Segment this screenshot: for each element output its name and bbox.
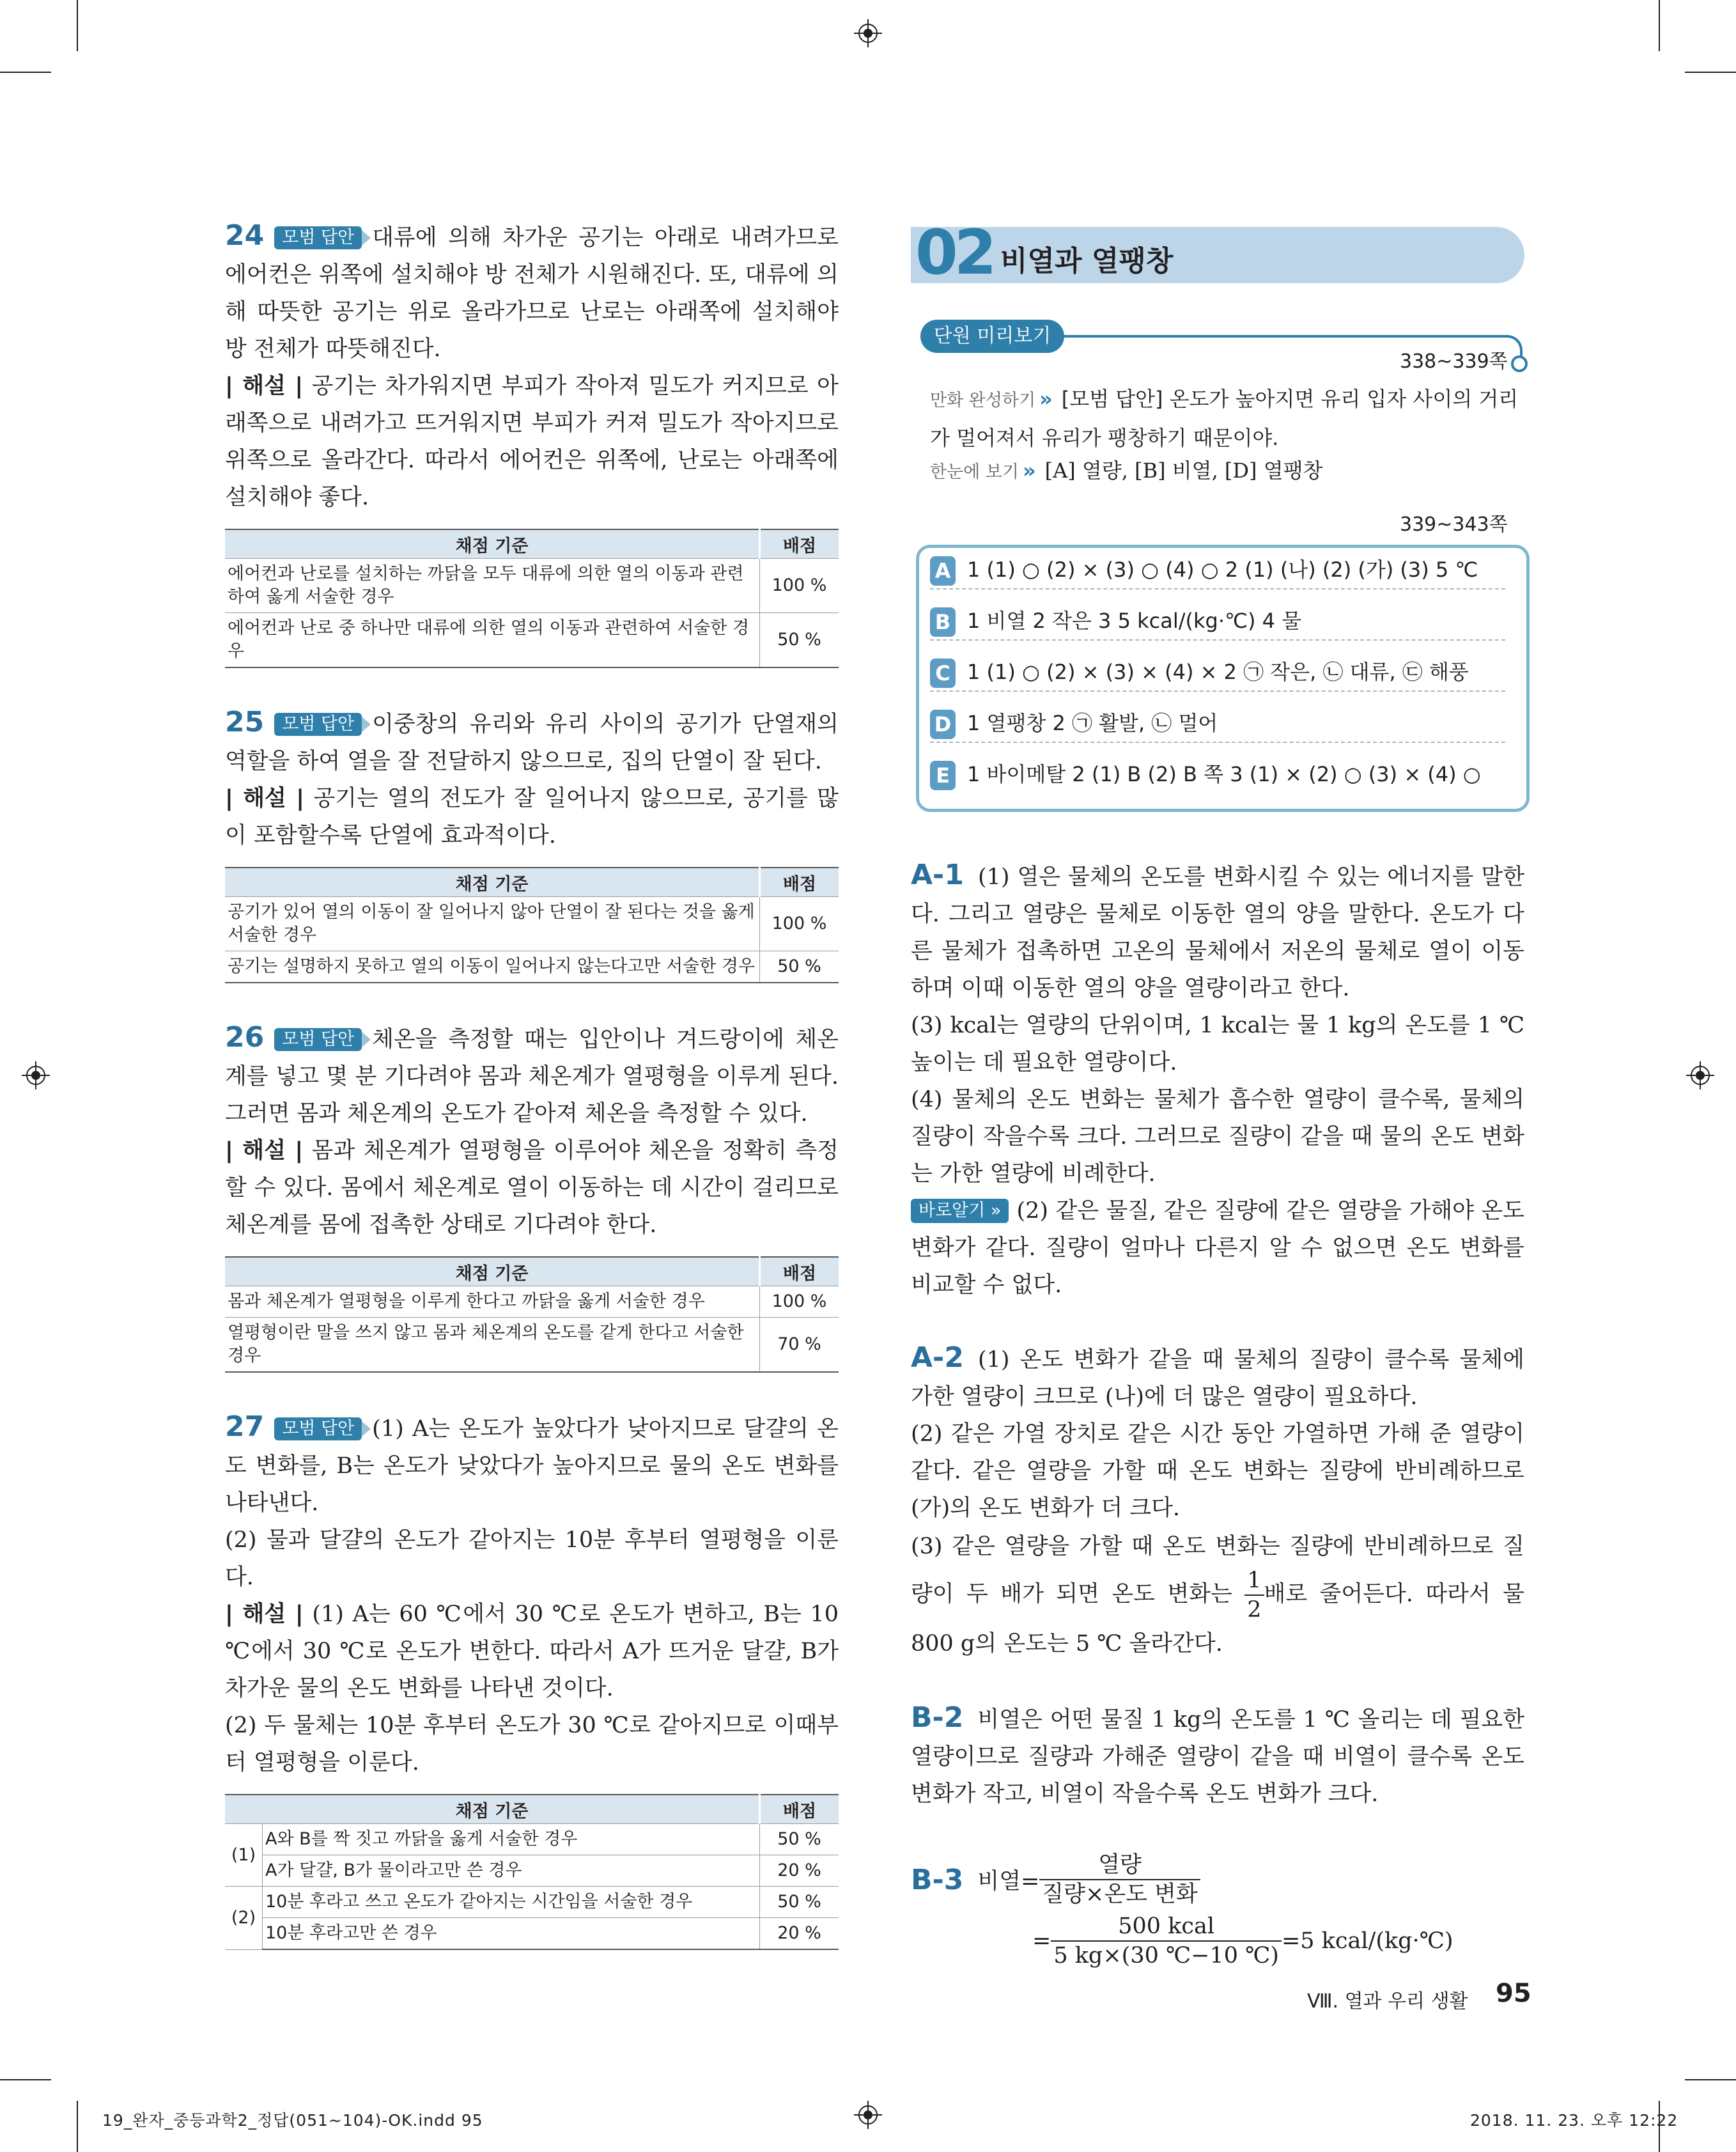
crop-mark	[77, 0, 78, 51]
page-reference: 339~343쪽	[1400, 513, 1508, 536]
table-row	[225, 613, 839, 668]
q27-answer-para	[225, 1408, 839, 1522]
hannun-row	[930, 455, 1322, 488]
crop-mark	[0, 72, 51, 73]
label-a: A	[930, 556, 956, 586]
right-explanations	[911, 857, 1524, 1970]
preview-line	[1023, 335, 1508, 338]
answer-number: A-2	[911, 1341, 964, 1374]
model-answer-badge: 모범 답안	[274, 226, 362, 249]
answer-row-text: 1 (1) ○ (2) × (3) ○ (4) ○ 2 (1) (나) (2) (가) (3) 5 ℃	[967, 557, 1478, 582]
answer-row-b	[930, 602, 1505, 641]
table-cell: A와 B를 짝 짓고 까닭을 옳게 서술한 경우	[263, 1824, 760, 1855]
a1-para-1	[911, 857, 1524, 1007]
a1-para-3: (4) 물체의 온도 변화는 물체가 흡수한 열량이 클수록, 물체의 질량이 작을수록 크다. 그러므로 질량이 같을 때 물의 온도 변화는 가한 열량에 비례한다.	[911, 1087, 1524, 1187]
left-column	[225, 217, 839, 1965]
model-answer-badge: 모범 답안	[274, 1417, 362, 1440]
question-number: 26	[225, 1021, 265, 1054]
a2-para-2: (2) 같은 가열 장치로 같은 시간 동안 가열하면 가해 준 열량이 같다. 같은 열량을 가할 때 온도 변화는 질량에 반비례하므로 (가)의 온도 변화가 더 크다.	[911, 1421, 1524, 1521]
q24-answer-para	[225, 217, 839, 368]
answer-number: B-3	[911, 1863, 964, 1896]
crop-mark	[1685, 2079, 1736, 2080]
scoring-table	[225, 867, 839, 983]
print-date: 2018. 11. 23. 오후 12:22	[1470, 2111, 1678, 2130]
question-number: 24	[225, 219, 265, 252]
table-cell: 10분 후라고 쓰고 온도가 같아지는 시간임을 서술한 경우	[263, 1887, 760, 1918]
double-chevron-icon: »	[1023, 458, 1036, 483]
table-cell: 에어컨과 난로를 설치하는 까닭을 모두 대류에 의한 열의 이동과 관련하여 옳게 서술한 경우	[225, 559, 760, 613]
table-cell: 100 %	[760, 559, 839, 613]
answer-row-text: 1 비열 2 작은 3 5 kcal/(kg·℃) 4 물	[967, 609, 1302, 633]
q27-explanation-para-2: (2) 두 물체는 10분 후부터 온도가 30 ℃로 같아지므로 이때부터 열평형을 이룬다.	[225, 1713, 839, 1775]
page-number: 95	[1496, 1979, 1531, 2008]
table-cell: 50 %	[760, 1887, 839, 1918]
table-header: 채점 기준	[225, 1257, 760, 1286]
table-header: 채점 기준	[225, 868, 760, 897]
q25-answer-para	[225, 704, 839, 780]
table-cell: 열평형이란 말을 쓰지 않고 몸과 체온계의 온도를 같게 한다고 서술한 경우	[225, 1318, 760, 1373]
double-chevron-icon: »	[1039, 387, 1053, 411]
scoring-table	[225, 1794, 839, 1950]
section-number: 02	[915, 217, 993, 288]
explanation-text: 공기는 열의 전도가 잘 일어나지 않으므로, 공기를 많이 포함할수록 단열에 효과적이다.	[225, 786, 839, 848]
q27-answer-para-2: (2) 물과 달걀의 온도가 같아지는 10분 후부터 열평형을 이룬다.	[225, 1527, 839, 1590]
explanation-text: 몸과 체온계가 열평형을 이루어야 체온을 정확히 측정할 수 있다. 몸에서 체온계로 열이 이동하는 데 시간이 걸리므로 체온계를 몸에 접촉한 상태로 기다려야 한다.	[225, 1138, 839, 1238]
answer-row-text: 1 (1) ○ (2) × (3) × (4) × 2 ㉠ 작은, ㉡ 대류, ㉢ 해풍	[967, 660, 1469, 684]
q27-explanation-para	[225, 1596, 839, 1707]
b3-formula	[911, 1851, 1524, 1970]
print-slug: 19_완자_중등과학2_정답(051~104)-OK.indd 95	[102, 2111, 483, 2130]
table-header: 채점 기준	[225, 1795, 760, 1824]
manhwa-label: 만화 완성하기	[930, 391, 1036, 410]
fraction-denominator: 2	[1247, 1597, 1262, 1623]
fraction-numerator: 열량	[1039, 1851, 1200, 1880]
crop-mark	[77, 2101, 78, 2152]
table-cell: 70 %	[760, 1318, 839, 1373]
a2-para-3	[911, 1527, 1524, 1664]
model-answer-badge: 모범 답안	[274, 1028, 362, 1051]
a2-text: (3) 같은 열량을 가할 때 온도 변화는 질량에 반비례하므로 질량이 두 배가 되면 온도 변화는	[911, 1534, 1524, 1607]
answer-row-e	[930, 756, 1505, 793]
table-row	[225, 1887, 839, 1918]
a2-text: 배로 줄어든다. 따라서 물 800 g의 온도는 5 ℃ 올라간다.	[911, 1581, 1524, 1657]
answer-number: B-2	[911, 1701, 964, 1734]
scoring-table	[225, 1256, 839, 1373]
question-27	[225, 1408, 839, 1950]
answer-text: (1) A는 온도가 높았다가 낮아지므로 달걀의 온도 변화를, B는 온도가 낮았다가 높아지므로 물의 온도 변화를 나타낸다.	[225, 1416, 839, 1516]
fraction-denominator: 질량×온도 변화	[1042, 1882, 1198, 1907]
a2-text: (1) 온도 변화가 같을 때 물체의 질량이 클수록 물체에 가한 열량이 크므로 (나)에 더 많은 열량이 필요하다.	[911, 1347, 1524, 1410]
question-number: 25	[225, 706, 265, 738]
footer-section: Ⅷ. 열과 우리 생활	[1307, 1990, 1468, 2013]
table-cell: 20 %	[760, 1855, 839, 1887]
manhwa-text: [모범 답안] 온도가 높아지면 유리 입자 사이의 거리가 멀어져서 유리가 팽창하기 때문이야.	[930, 387, 1519, 450]
question-25	[225, 704, 839, 983]
a2-para-1	[911, 1339, 1524, 1415]
b2-text: 비열은 어떤 물질 1 kg의 온도를 1 ℃ 올리는 데 필요한 열량이므로 질량과 가해준 열량이 같을 때 비열이 클수록 온도 변화가 작고, 비열이 작을수록 온도 변화가 크다.	[911, 1707, 1524, 1807]
registration-mark-icon	[854, 2101, 882, 2129]
a1-text: (1) 열은 물체의 온도를 변화시킬 수 있는 에너지를 말한다. 그리고 열량은 물체로 이동한 열의 양을 말한다. 온도가 다른 물체가 접촉하면 고온의 물체에서 저온의 물체로 열이 이동하며 이때 이동한 열의 양을 열량이라고 한다.	[911, 864, 1524, 1001]
q26-explanation-para	[225, 1132, 839, 1244]
crop-mark	[0, 2079, 51, 2080]
answer-row-text: 1 열팽창 2 ㉠ 활발, ㉡ 멀어	[967, 711, 1218, 735]
explanation-label: | 해설 |	[225, 786, 305, 811]
preview-dot-icon	[1511, 355, 1528, 372]
hannun-text: [A] 열량, [B] 비열, [D] 열팽창	[1044, 458, 1323, 483]
fraction-denominator: 5 kg×(30 ℃−10 ℃)	[1053, 1943, 1279, 1969]
table-cell: (2)	[225, 1887, 263, 1950]
table-cell: 에어컨과 난로 중 하나만 대류에 의한 열의 이동과 관련하여 서술한 경우	[225, 613, 760, 668]
b2-para	[911, 1699, 1524, 1813]
registration-mark-icon	[22, 1061, 50, 1089]
registration-mark-icon	[854, 19, 882, 47]
unit-preview-label: 단원 미리보기	[920, 320, 1064, 353]
label-b: B	[930, 607, 956, 637]
label-c: C	[930, 659, 956, 688]
formula-result: =5 kcal/(kg·℃)	[1281, 1928, 1453, 1954]
table-header: 배점	[760, 1795, 839, 1824]
table-row	[225, 951, 839, 983]
equals-sign: =	[1032, 1928, 1051, 1954]
correction-badge: 바로알기 »	[911, 1199, 1009, 1223]
section-title: 비열과 열팽창	[1000, 245, 1174, 277]
explanation-label: | 해설 |	[225, 373, 304, 399]
scoring-table	[225, 529, 839, 668]
question-24	[225, 217, 839, 668]
table-row	[225, 1855, 839, 1887]
fraction-numerator: 1	[1244, 1566, 1264, 1596]
answer-row-c	[930, 653, 1505, 692]
question-number: 27	[225, 1410, 265, 1443]
answer-row-text: 1 바이메탈 2 (1) B (2) B 쪽 3 (1) × (2) ○ (3) × (4) ○	[967, 762, 1481, 786]
table-header: 채점 기준	[225, 529, 760, 559]
a1-text: (2) 같은 물질, 같은 질량에 같은 열량을 가해야 온도 변화가 같다. 질량이 얼마나 다른지 알 수 없으면 온도 변화를 비교할 수 없다.	[911, 1198, 1524, 1298]
answer-number: A-1	[911, 859, 964, 891]
table-row	[225, 559, 839, 613]
fraction	[1039, 1851, 1200, 1908]
table-header: 배점	[760, 529, 839, 559]
table-row	[225, 897, 839, 951]
table-header: 배점	[760, 1257, 839, 1286]
crop-mark	[1685, 72, 1736, 73]
answer-text: 이중창의 유리와 유리 사이의 공기가 단열재의 역할을 하여 열을 잘 전달하지 않으므로, 집의 단열이 잘 된다.	[225, 712, 839, 774]
formula-lhs: 비열=	[977, 1869, 1040, 1894]
explanation-text: (1) A는 60 ℃에서 30 ℃로 온도가 변하고, B는 10 ℃에서 30 ℃로 온도가 변한다. 따라서 A가 뜨거운 달걀, B가 차가운 물의 온도 변화를 나타낸 것이다.	[225, 1602, 839, 1701]
registration-mark-icon	[1686, 1061, 1714, 1089]
table-cell: A가 달걀, B가 물이라고만 쓴 경우	[263, 1855, 760, 1887]
table-row	[225, 1824, 839, 1855]
page-reference: 338~339쪽	[1400, 350, 1508, 373]
q24-explanation-para	[225, 368, 839, 516]
model-answer-badge: 모범 답안	[274, 713, 362, 736]
answer-text: 체온을 측정할 때는 입안이나 겨드랑이에 체온계를 넣고 몇 분 기다려야 몸과 체온계가 열평형을 이루게 된다. 그러면 몸과 체온계의 온도가 같아져 체온을 측정할 수 있다.	[225, 1027, 839, 1127]
table-row	[225, 1286, 839, 1318]
table-cell: 50 %	[760, 951, 839, 983]
answer-text: 대류에 의해 차가운 공기는 아래로 내려가므로 에어컨은 위쪽에 설치해야 방 전체가 시원해진다. 또, 대류에 의해 따뜻한 공기는 위로 올라가므로 난로는 아래쪽에 설치해야 방 전체가 따뜻해진다.	[225, 225, 839, 362]
answer-row-d	[930, 705, 1505, 743]
table-row	[225, 1918, 839, 1950]
table-cell: 공기가 있어 열의 이동이 잘 일어나지 않아 단열이 잘 된다는 것을 옳게 서술한 경우	[225, 897, 760, 951]
hannun-label: 한눈에 보기	[930, 462, 1019, 482]
table-cell: 10분 후라고만 쓴 경우	[263, 1918, 760, 1950]
label-d: D	[930, 710, 956, 739]
fraction	[1244, 1566, 1264, 1624]
a1-para-4	[911, 1192, 1524, 1304]
explanation-label: | 해설 |	[225, 1138, 304, 1164]
manhwa-row	[930, 380, 1524, 456]
q25-explanation-para	[225, 780, 839, 854]
table-header: 배점	[760, 868, 839, 897]
crop-mark	[1659, 0, 1660, 51]
explanation-text: 공기는 차가워지면 부피가 작아져 밀도가 커지므로 아래쪽으로 내려가고 뜨거워지면 부피가 커져 밀도가 작아지므로 위쪽으로 올라간다. 따라서 에어컨은 위쪽에, 난로는 아래쪽에 설치해야 좋다.	[225, 373, 839, 510]
fraction-numerator: 500 kcal	[1051, 1912, 1282, 1942]
table-cell: (1)	[225, 1824, 263, 1887]
fraction	[1051, 1912, 1282, 1970]
answer-row-a	[930, 551, 1505, 589]
table-row	[225, 1318, 839, 1373]
question-26	[225, 1019, 839, 1373]
a1-para-2: (3) kcal는 열량의 단위이며, 1 kcal는 물 1 kg의 온도를 1 ℃ 높이는 데 필요한 열량이다.	[911, 1013, 1524, 1075]
table-cell: 몸과 체온계가 열평형을 이루게 한다고 까닭을 옳게 서술한 경우	[225, 1286, 760, 1318]
q26-answer-para	[225, 1019, 839, 1132]
table-cell: 20 %	[760, 1918, 839, 1950]
table-cell: 공기는 설명하지 못하고 열의 이동이 일어나지 않는다고만 서술한 경우	[225, 951, 760, 983]
label-e: E	[930, 761, 956, 790]
table-cell: 50 %	[760, 1824, 839, 1855]
explanation-label: | 해설 |	[225, 1602, 304, 1627]
table-cell: 100 %	[760, 1286, 839, 1318]
table-cell: 100 %	[760, 897, 839, 951]
table-cell: 50 %	[760, 613, 839, 668]
